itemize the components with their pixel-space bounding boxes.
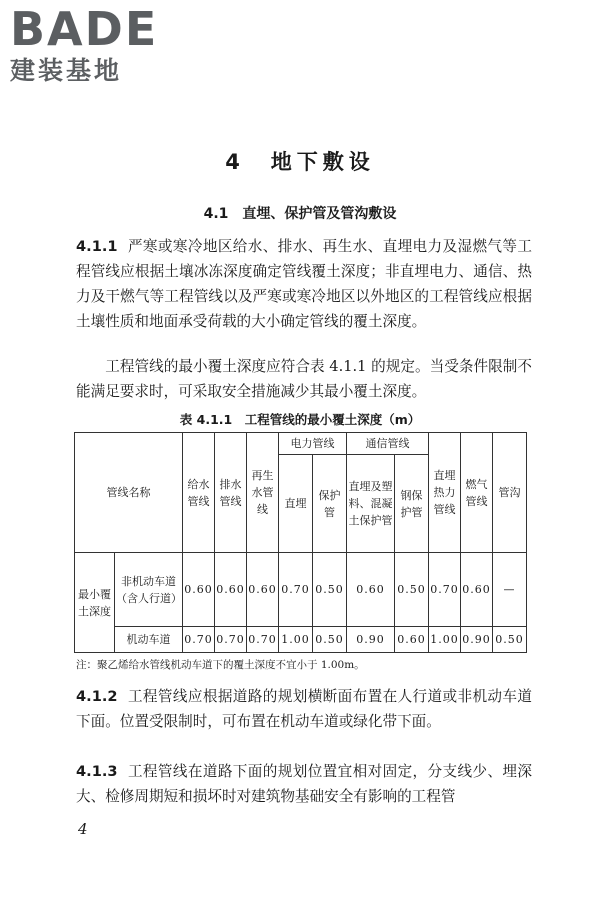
row-label-nonmotor: 非机动车道（含人行道） (115, 553, 183, 627)
logo-mark: BADE (10, 2, 159, 56)
table-cell: 0.90 (347, 627, 395, 653)
table-cell: 0.60 (395, 627, 429, 653)
table-cell: 1.00 (279, 627, 313, 653)
logo (10, 4, 200, 86)
clause-text: 工程管线在道路下面的规划位置宜相对固定，分支线少、埋深大、检修周期短和损坏时对建筑物基础安全有影响的工程管 (76, 763, 532, 805)
table-cell: 0.50 (313, 627, 347, 653)
table-cell: 0.90 (461, 627, 493, 653)
row-label-motor: 机动车道 (115, 627, 183, 653)
table-cell: 0.70 (183, 627, 215, 653)
header-comm-steel: 钢保护管 (395, 455, 429, 553)
clause-4-1-2 (76, 684, 532, 734)
header-trench: 管沟 (493, 433, 527, 553)
table-cell: 0.60 (247, 553, 279, 627)
table-cell: 0.50 (395, 553, 429, 627)
header-pipe-name: 管线名称 (75, 433, 183, 553)
header-comm-direct: 直埋及塑料、混凝土保护管 (347, 455, 395, 553)
section-title: 4.1 直埋、保护管及管沟敷设 (203, 206, 397, 222)
clause-text: 工程管线应根据道路的规划横断面布置在人行道或非机动车道下面。位置受限制时，可布置在机动车道或绿化带下面。 (76, 688, 532, 730)
header-gas: 燃气管线 (461, 433, 493, 553)
header-reclaimed-water: 再生水管线 (247, 433, 279, 553)
table-title: 表 4.1.1 工程管线的最小覆土深度（m） (179, 412, 421, 427)
table-cell: 0.60 (183, 553, 215, 627)
table-cell: 0.60 (347, 553, 395, 627)
table-cell: 0.70 (429, 553, 461, 627)
clause-number: 4.1.1 (76, 238, 118, 255)
table-cell: 0.50 (313, 553, 347, 627)
header-drainage: 排水管线 (215, 433, 247, 553)
cover-depth-table (74, 432, 527, 653)
table-cell: 0.60 (461, 553, 493, 627)
page-number: 4 (78, 820, 88, 838)
header-power-protect: 保护管 (313, 455, 347, 553)
clause-4-1-1-continued: 工程管线的最小覆土深度应符合表 4.1.1 的规定。当受条件限制不能满足要求时，可采取安全措施减少其最小覆土深度。 (76, 358, 532, 400)
clause-text: 严寒或寒冷地区给水、排水、再生水、直埋电力及湿燃气等工程管线应根据土壤冰冻深度确定管线覆土深度；非直埋电力、通信、热力及干燃气等工程管线以及严寒或寒冷地区以外地区的工程管线应根据土壤性质和地面承受荷载的大小确定管线的覆土深度。 (76, 238, 532, 330)
row-group-label: 最小覆土深度 (75, 553, 115, 653)
header-water-supply: 给水管线 (183, 433, 215, 553)
header-power-group: 电力管线 (279, 433, 347, 455)
header-power-direct: 直埋 (279, 455, 313, 553)
header-comm-group: 通信管线 (347, 433, 429, 455)
table-cell: 1.00 (429, 627, 461, 653)
table-cell: 0.70 (247, 627, 279, 653)
clause-4-1-3 (76, 759, 532, 809)
table-cell: 0.70 (279, 553, 313, 627)
clause-4-1-1 (76, 234, 532, 334)
table-cell: 0.60 (215, 553, 247, 627)
clause-number: 4.1.2 (76, 688, 118, 705)
logo-subtitle: 建装基地 (10, 56, 123, 85)
table-cell: 0.50 (493, 627, 527, 653)
table-note: 注：聚乙烯给水管线机动车道下的覆土深度不宜小于 1.00m。 (76, 659, 365, 671)
table-cell: 0.70 (215, 627, 247, 653)
table-cell: — (493, 553, 527, 627)
chapter-title: 4 地下敷设 (225, 150, 375, 174)
header-heat-direct: 直埋热力管线 (429, 433, 461, 553)
clause-number: 4.1.3 (76, 763, 118, 780)
